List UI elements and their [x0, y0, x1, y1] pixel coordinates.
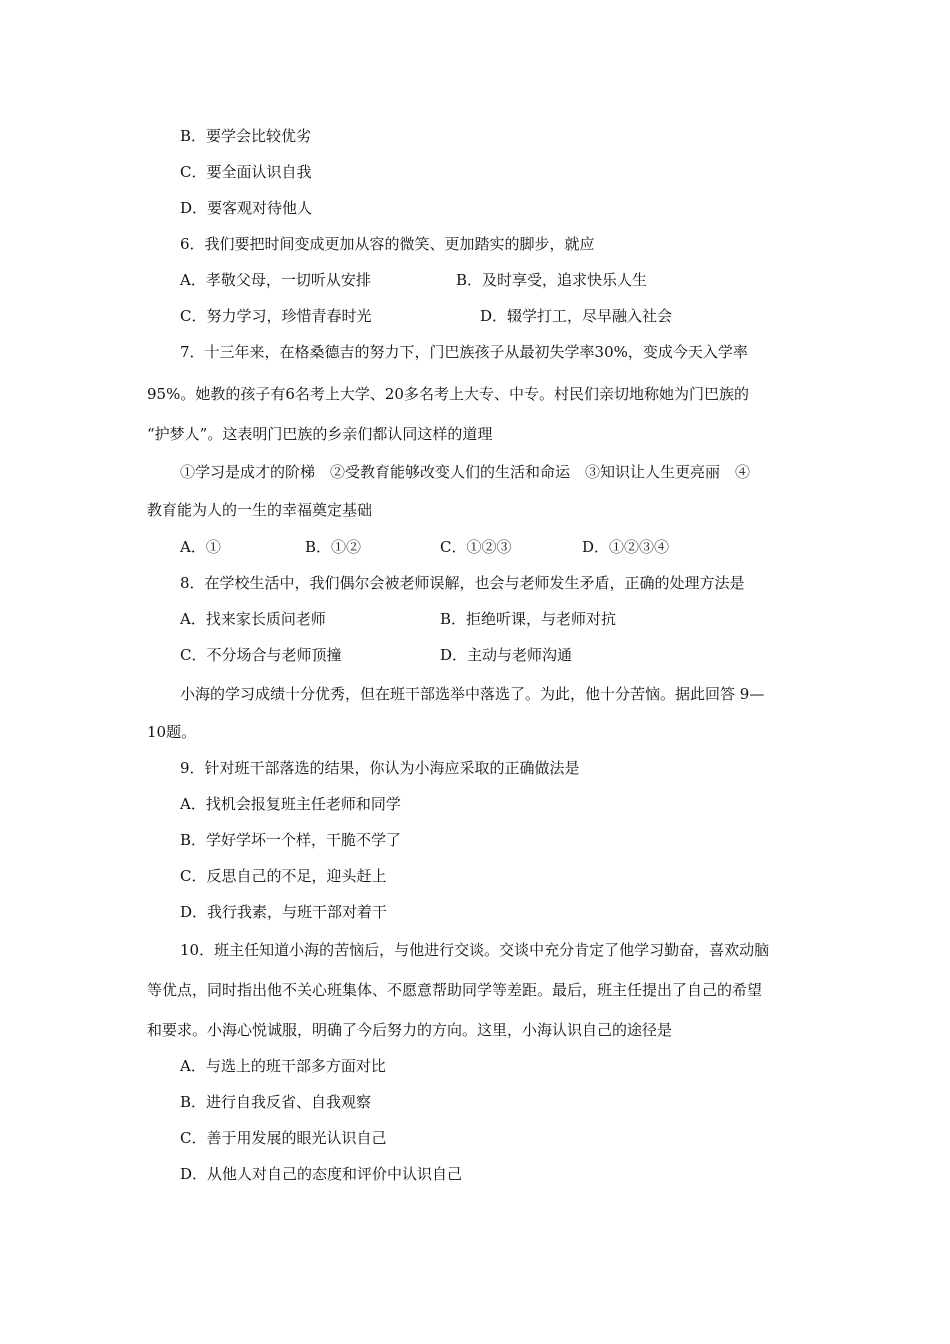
q10-stem-line3: 和要求。小海心悦诚服，明确了今后努力的方向。这里，小海认识自己的途径是 [147, 1021, 673, 1039]
q7-stem-line2: 95%。她教的孩子有6名考上大学、20多名考上大专、中专。村民们亲切地称她为门巴族的 [147, 385, 749, 403]
q8-stem: 8．在学校生活中，我们偶尔会被老师误解，也会与老师发生矛盾，正确的处理方法是 [180, 574, 745, 592]
q7-option-c: C．①②③ [440, 538, 512, 556]
q9-option-b: B．学好学坏一个样，干脆不学了 [180, 831, 402, 849]
q9-stem: 9．针对班干部落选的结果，你认为小海应采取的正确做法是 [180, 759, 580, 777]
q6-option-a: A．孝敬父母，一切听从安排 [180, 271, 371, 289]
q10-option-c: C．善于用发展的眼光认识自己 [180, 1129, 387, 1147]
q5-option-b: B．要学会比较优劣 [180, 127, 312, 145]
q7-stem-line3: “护梦人”。这表明门巴族的乡亲们都认同这样的道理 [147, 425, 493, 443]
material-line2: 10题。 [147, 723, 197, 741]
q9-option-c: C．反思自己的不足，迎头赶上 [180, 867, 387, 885]
q10-option-b: B．进行自我反省、自我观察 [180, 1093, 372, 1111]
q6-option-d: D．辍学打工，尽早融入社会 [480, 307, 673, 325]
q10-option-d: D．从他人对自己的态度和评价中认识自己 [180, 1165, 463, 1183]
q10-stem-line2: 等优点，同时指出他不关心班集体、不愿意帮助同学等差距。最后，班主任提出了自己的希望 [147, 981, 763, 999]
q6-stem: 6．我们要把时间变成更加从容的微笑、更加踏实的脚步，就应 [180, 235, 595, 253]
q9-option-a: A．找机会报复班主任老师和同学 [180, 795, 401, 813]
q7-option-d: D．①②③④ [582, 538, 670, 556]
q8-option-b: B．拒绝听课，与老师对抗 [440, 610, 617, 628]
material-line1: 小海的学习成绩十分优秀，但在班干部选举中落选了。为此，他十分苦恼。据此回答 9— [180, 685, 765, 703]
q8-option-d: D．主动与老师沟通 [440, 646, 573, 664]
q7-option-a: A．① [180, 538, 221, 556]
q8-option-a: A．找来家长质问老师 [180, 610, 326, 628]
q10-stem-line1: 10．班主任知道小海的苦恼后，与他进行交谈。交谈中充分肯定了他学习勤奋，喜欢动脑 [180, 941, 770, 959]
q5-option-c: C．要全面认识自我 [180, 163, 312, 181]
q7-option-b: B．①② [305, 538, 362, 556]
q6-option-b: B．及时享受，追求快乐人生 [456, 271, 648, 289]
q7-items-line1: ①学习是成才的阶梯 ②受教育能够改变人们的生活和命运 ③知识让人生更亮丽 ④ [180, 463, 751, 481]
q7-items-line2: 教育能为人的一生的幸福奠定基础 [147, 501, 373, 519]
q7-stem-line1: 7．十三年来，在格桑德吉的努力下，门巴族孩子从最初失学率30%，变成今天入学率 [180, 343, 748, 361]
q10-option-a: A．与选上的班干部多方面对比 [180, 1057, 386, 1075]
q9-option-d: D．我行我素，与班干部对着干 [180, 903, 388, 921]
q8-option-c: C．不分场合与老师顶撞 [180, 646, 342, 664]
q6-option-c: C．努力学习，珍惜青春时光 [180, 307, 372, 325]
q5-option-d: D．要客观对待他人 [180, 199, 313, 217]
